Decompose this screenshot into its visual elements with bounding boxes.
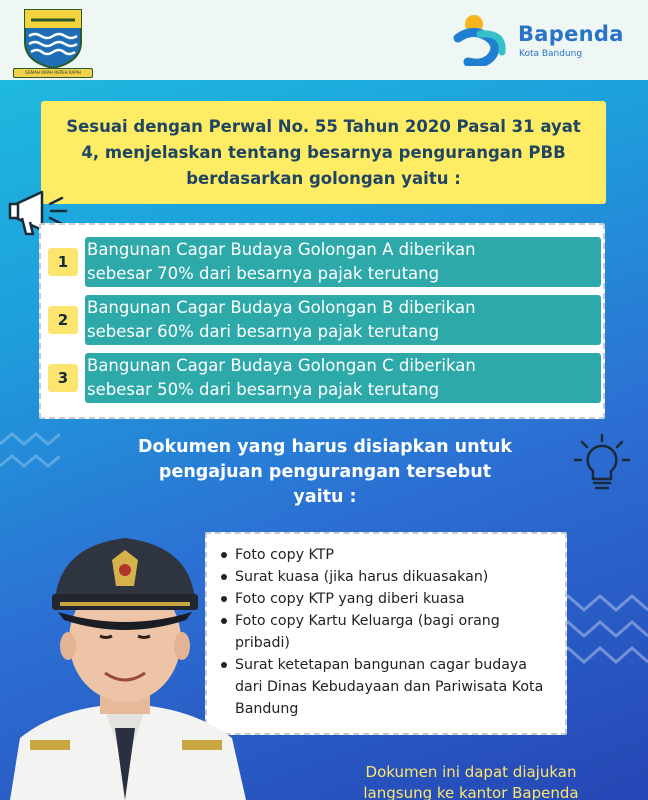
discount-list-panel xyxy=(39,223,605,419)
footer-line1: Dokumen ini dapat diajukan xyxy=(365,763,577,781)
item-text-line2: sebesar 50% dari besarnya pajak terutang xyxy=(87,380,440,399)
item-text-line1: Bangunan Cagar Budaya Golongan B diberikan xyxy=(87,298,476,317)
requirement-item: Foto copy Kartu Keluarga (bagi orang pribadi) xyxy=(219,610,557,654)
item-text-bar xyxy=(85,295,601,345)
item-text-bar xyxy=(85,237,601,287)
item-text-line2: sebesar 60% dari besarnya pajak terutang xyxy=(87,322,440,341)
discount-item xyxy=(41,291,607,349)
documents-heading xyxy=(100,435,550,510)
emblem-motto: GEMAH RIPAH REPEH RAPIH xyxy=(13,68,93,78)
requirements-list xyxy=(219,544,557,720)
official-portrait xyxy=(0,528,250,800)
brand-subtitle: Kota Bandung xyxy=(519,49,583,59)
bapenda-brand xyxy=(452,12,642,66)
documents-heading-line3: yaitu : xyxy=(293,487,357,507)
city-emblem-icon xyxy=(13,6,93,82)
footer-note xyxy=(310,762,632,800)
item-number-badge: 2 xyxy=(48,306,78,334)
requirement-item: Surat kuasa (jika harus dikuasakan) xyxy=(219,566,557,588)
requirement-item: Foto copy KTP yang diberi kuasa xyxy=(219,588,557,610)
requirement-item: Foto copy KTP xyxy=(219,544,557,566)
intro-text: Sesuai dengan Perwal No. 55 Tahun 2020 Pasal 31 ayat 4, menjelaskan tentang besarnya pengurangan PBB berdasarkan golongan yaitu : xyxy=(66,116,581,188)
item-text-line1: Bangunan Cagar Budaya Golongan C diberikan xyxy=(87,356,476,375)
lightbulb-icon xyxy=(572,432,632,500)
brand-name: Bapenda xyxy=(518,22,624,46)
documents-heading-line2: pengajuan pengurangan tersebut xyxy=(158,462,492,482)
item-text-line1: Bangunan Cagar Budaya Golongan A diberikan xyxy=(87,240,476,259)
documents-heading-line1: Dokumen yang harus disiapkan untuk xyxy=(137,437,513,457)
item-number-badge: 3 xyxy=(48,364,78,392)
item-number-badge: 1 xyxy=(48,248,78,276)
bapenda-logo-icon xyxy=(452,12,514,66)
item-text-line2: sebesar 70% dari besarnya pajak terutang xyxy=(87,264,440,283)
discount-item xyxy=(41,233,607,291)
requirements-panel xyxy=(205,532,567,735)
item-text-bar xyxy=(85,353,601,403)
requirement-item: Surat ketetapan bangunan cagar budaya dari Dinas Kebudayaan dan Pariwisata Kota Bandung xyxy=(219,654,557,720)
discount-item xyxy=(41,349,607,407)
footer-line2: langsung ke kantor Bapenda xyxy=(363,784,579,800)
intro-box xyxy=(41,101,606,204)
zigzag-decoration-left xyxy=(0,430,60,480)
